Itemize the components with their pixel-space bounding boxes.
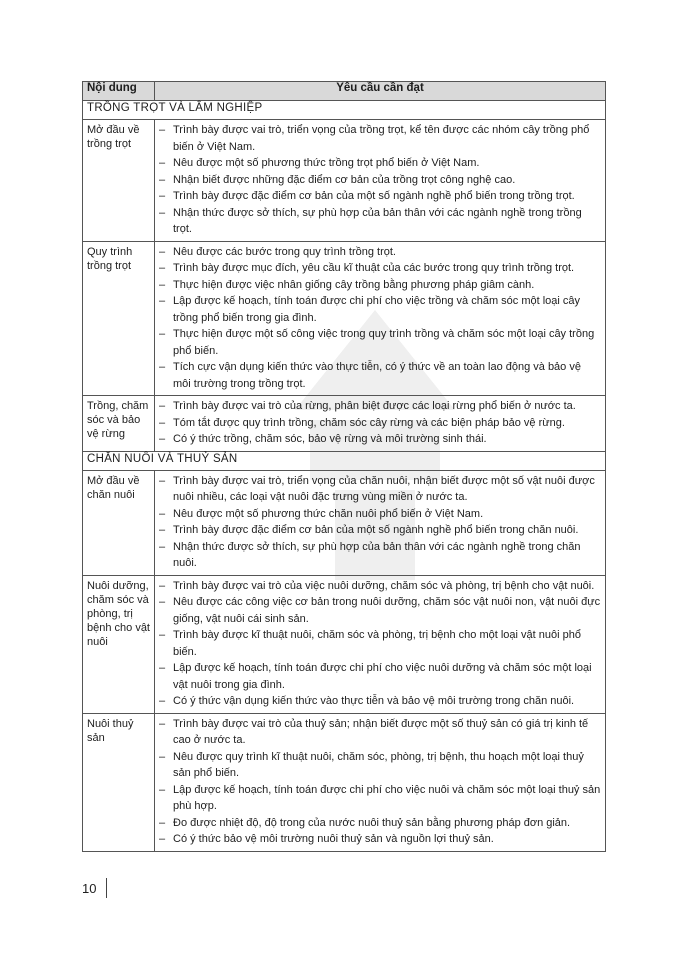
table-row: [83, 713, 606, 851]
requirement-item: – Nêu được một số phương thức chăn nuôi phổ biến ở Việt Nam.: [159, 506, 601, 523]
requirement-item: – Nhận biết được những đặc điểm cơ bản của trồng trọt công nghệ cao.: [159, 172, 601, 189]
requirement-item: – Thực hiện được việc nhân giống cây trồng bằng phương pháp giâm cành.: [159, 277, 601, 294]
requirement-item: – Nêu được quy trình kĩ thuật nuôi, chăm sóc, phòng, trị bệnh, thu hoạch một loại thuỷ sản phổ biến.: [159, 749, 601, 782]
requirement-item: – Nêu được một số phương thức trồng trọt phổ biến ở Việt Nam.: [159, 155, 601, 172]
requirements-table: [82, 81, 606, 852]
requirements-cell: [155, 470, 606, 575]
requirement-item: – Trình bày được đặc điểm cơ bản của một số ngành nghề phổ biến trong chăn nuôi.: [159, 522, 601, 539]
requirement-item: – Trình bày được kĩ thuật nuôi, chăm sóc và phòng, trị bệnh cho một loại vật nuôi phổ biến.: [159, 627, 601, 660]
requirement-item: – Trình bày được vai trò của rừng, phân biệt được các loại rừng phổ biến ở nước ta.: [159, 398, 601, 415]
header-requirements: Yêu cầu cần đạt: [155, 82, 606, 101]
table-row: [83, 241, 606, 396]
requirement-list: [159, 578, 601, 710]
requirements-cell: [155, 241, 606, 396]
table-row: [83, 120, 606, 242]
topic-cell: Mở đầu về trồng trọt: [83, 120, 155, 242]
requirement-list: [159, 716, 601, 848]
table-row: [83, 575, 606, 713]
section-title: TRỒNG TRỌT VÀ LÂM NGHIỆP: [83, 101, 606, 120]
requirement-list: [159, 398, 601, 448]
requirement-list: [159, 122, 601, 238]
section-row: [83, 451, 606, 470]
table-body: [83, 101, 606, 852]
requirement-item: – Trình bày được vai trò, triển vọng của chăn nuôi, nhận biết được một số vật nuôi được nuôi nhiều, các loại vật nuôi đặc trưng vùng miền ở nước ta.: [159, 473, 601, 506]
requirement-item: – Có ý thức bảo vệ môi trường nuôi thuỷ sản và nguồn lợi thuỷ sản.: [159, 831, 601, 848]
topic-cell: Nuôi dưỡng, chăm sóc và phòng, trị bệnh cho vật nuôi: [83, 575, 155, 713]
requirement-item: – Trình bày được vai trò của thuỷ sản; nhận biết được một số thuỷ sản có giá trị kinh tế cao ở nước ta.: [159, 716, 601, 749]
requirements-cell: [155, 120, 606, 242]
requirement-item: – Trình bày được đặc điểm cơ bản của một số ngành nghề phổ biến trong trồng trọt.: [159, 188, 601, 205]
requirement-list: [159, 244, 601, 393]
requirement-item: – Trình bày được vai trò của việc nuôi dưỡng, chăm sóc và phòng, trị bệnh cho vật nuôi.: [159, 578, 601, 595]
requirement-item: – Đo được nhiệt độ, độ trong của nước nuôi thuỷ sản bằng phương pháp đơn giản.: [159, 815, 601, 832]
requirement-item: – Trình bày được vai trò, triển vọng của trồng trọt, kể tên được các nhóm cây trồng phổ biến ở Việt Nam.: [159, 122, 601, 155]
table-header-row: [83, 82, 606, 101]
requirement-item: – Có ý thức vận dụng kiến thức vào thực tiễn và bảo vệ môi trường trong chăn nuôi.: [159, 693, 601, 710]
requirement-list: [159, 473, 601, 572]
requirement-item: – Trình bày được mục đích, yêu cầu kĩ thuật của các bước trong quy trình trồng trọt.: [159, 260, 601, 277]
page-number: 10: [82, 880, 97, 896]
requirement-item: – Thực hiện được một số công việc trong quy trình trồng và chăm sóc một loại cây trồng phổ biến.: [159, 326, 601, 359]
requirement-item: – Có ý thức trồng, chăm sóc, bảo vệ rừng và môi trường sinh thái.: [159, 431, 601, 448]
section-title: CHĂN NUÔI VÀ THUỶ SẢN: [83, 451, 606, 470]
table-row: [83, 470, 606, 575]
requirement-item: – Tóm tắt được quy trình trồng, chăm sóc cây rừng và các biện pháp bảo vệ rừng.: [159, 415, 601, 432]
header-content: Nội dung: [83, 82, 155, 101]
topic-cell: Nuôi thuỷ sản: [83, 713, 155, 851]
table-row: [83, 396, 606, 452]
requirement-item: – Lập được kế hoạch, tính toán được chi phí cho việc nuôi và chăm sóc một loại thuỷ sản phù hợp.: [159, 782, 601, 815]
requirement-item: – Nêu được các bước trong quy trình trồng trọt.: [159, 244, 601, 261]
requirement-item: – Lập được kế hoạch, tính toán được chi phí cho việc nuôi dưỡng và chăm sóc một loại vật nuôi trong gia đình.: [159, 660, 601, 693]
requirement-item: – Nhận thức được sở thích, sự phù hợp của bản thân với các ngành nghề trong chăn nuôi.: [159, 539, 601, 572]
topic-cell: Trồng, chăm sóc và bảo vệ rừng: [83, 396, 155, 452]
footer-divider: [106, 878, 107, 898]
topic-cell: Quy trình trồng trọt: [83, 241, 155, 396]
requirements-cell: [155, 575, 606, 713]
page-footer: [82, 878, 107, 898]
requirement-item: – Nêu được các công việc cơ bản trong nuôi dưỡng, chăm sóc vật nuôi non, vật nuôi đực giống, vật nuôi cái sinh sản.: [159, 594, 601, 627]
requirements-cell: [155, 396, 606, 452]
topic-cell: Mở đầu về chăn nuôi: [83, 470, 155, 575]
requirement-item: – Nhận thức được sở thích, sự phù hợp của bản thân với các ngành nghề trong trồng trọt.: [159, 205, 601, 238]
requirement-item: – Tích cực vận dụng kiến thức vào thực tiễn, có ý thức về an toàn lao động và bảo vệ môi trường trong trồng trọt.: [159, 359, 601, 392]
section-row: [83, 101, 606, 120]
requirements-cell: [155, 713, 606, 851]
requirement-item: – Lập được kế hoạch, tính toán được chi phí cho việc trồng và chăm sóc một loại cây trồng phổ biến trong gia đình.: [159, 293, 601, 326]
